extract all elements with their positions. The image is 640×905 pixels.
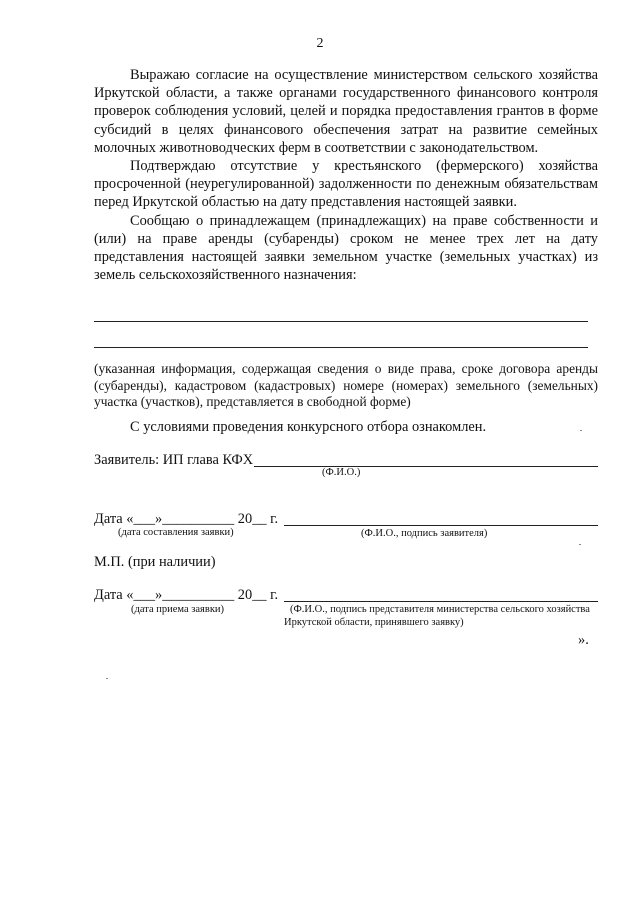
seal-label: М.П. (при наличии)	[94, 554, 216, 570]
conditions-statement: С условиями проведения конкурсного отбора ознакомлен.	[130, 419, 487, 435]
body-text	[94, 66, 598, 284]
receiver-signature-line	[284, 601, 598, 602]
page-number: 2	[316, 36, 324, 51]
applicant-name-line	[254, 466, 598, 467]
receiver-signature-caption: (Ф.И.О., подпись представителя министерства сельского хозяйства Иркутской области, принявшего заявку)	[284, 604, 590, 628]
date-compiled-label: Дата «___»__________ 20__ г.	[94, 511, 279, 527]
applicant-label: Заявитель: ИП глава КФХ	[94, 452, 254, 468]
date-compiled-caption: (дата составления заявки)	[118, 527, 234, 538]
closing-quote: ».	[578, 632, 589, 648]
applicant-signature-line	[284, 525, 598, 526]
land-paragraph: Сообщаю о принадлежащем (принадлежащих) на праве собственности и (или) на праве аренды (субаренды) сроком не менее трех лет на дату представления настоящей заявки земельном участке (земельных участках) из земель сельскохозяйственного назначения:	[94, 212, 598, 284]
land-info-line-2	[94, 347, 588, 348]
scan-speck	[579, 544, 581, 545]
land-info-line-1	[94, 321, 588, 322]
land-info-note: (указанная информация, содержащая сведения о виде права, сроке договора аренды (субаренды), кадастровом (кадастровых) номере (номерах) земельного (земельных) участка (участков), представляется в свободной форме)	[94, 361, 598, 409]
date-received-label: Дата «___»__________ 20__ г.	[94, 587, 279, 603]
scan-speck	[580, 430, 582, 431]
scan-speck	[106, 678, 108, 679]
applicant-signature-caption: (Ф.И.О., подпись заявителя)	[361, 528, 488, 539]
applicant-name-caption: (Ф.И.О.)	[322, 467, 361, 478]
no-debt-paragraph: Подтверждаю отсутствие у крестьянского (фермерского) хозяйства просроченной (неурегулированной) задолженности по денежным обязательствам перед Иркутской областью на дату представления настоящей заявки.	[94, 158, 598, 211]
consent-paragraph: Выражаю согласие на осуществление министерством сельского хозяйства Иркутской области, а также органами государственного финансового контроля проверок соблюдения условий, целей и порядка предоставления грантов в форме субсидий в целях финансового обеспечения затрат на развитие семейных молочных животноводческих ферм в соответствии с законодательством.	[94, 67, 598, 156]
date-received-caption: (дата приема заявки)	[131, 604, 225, 615]
